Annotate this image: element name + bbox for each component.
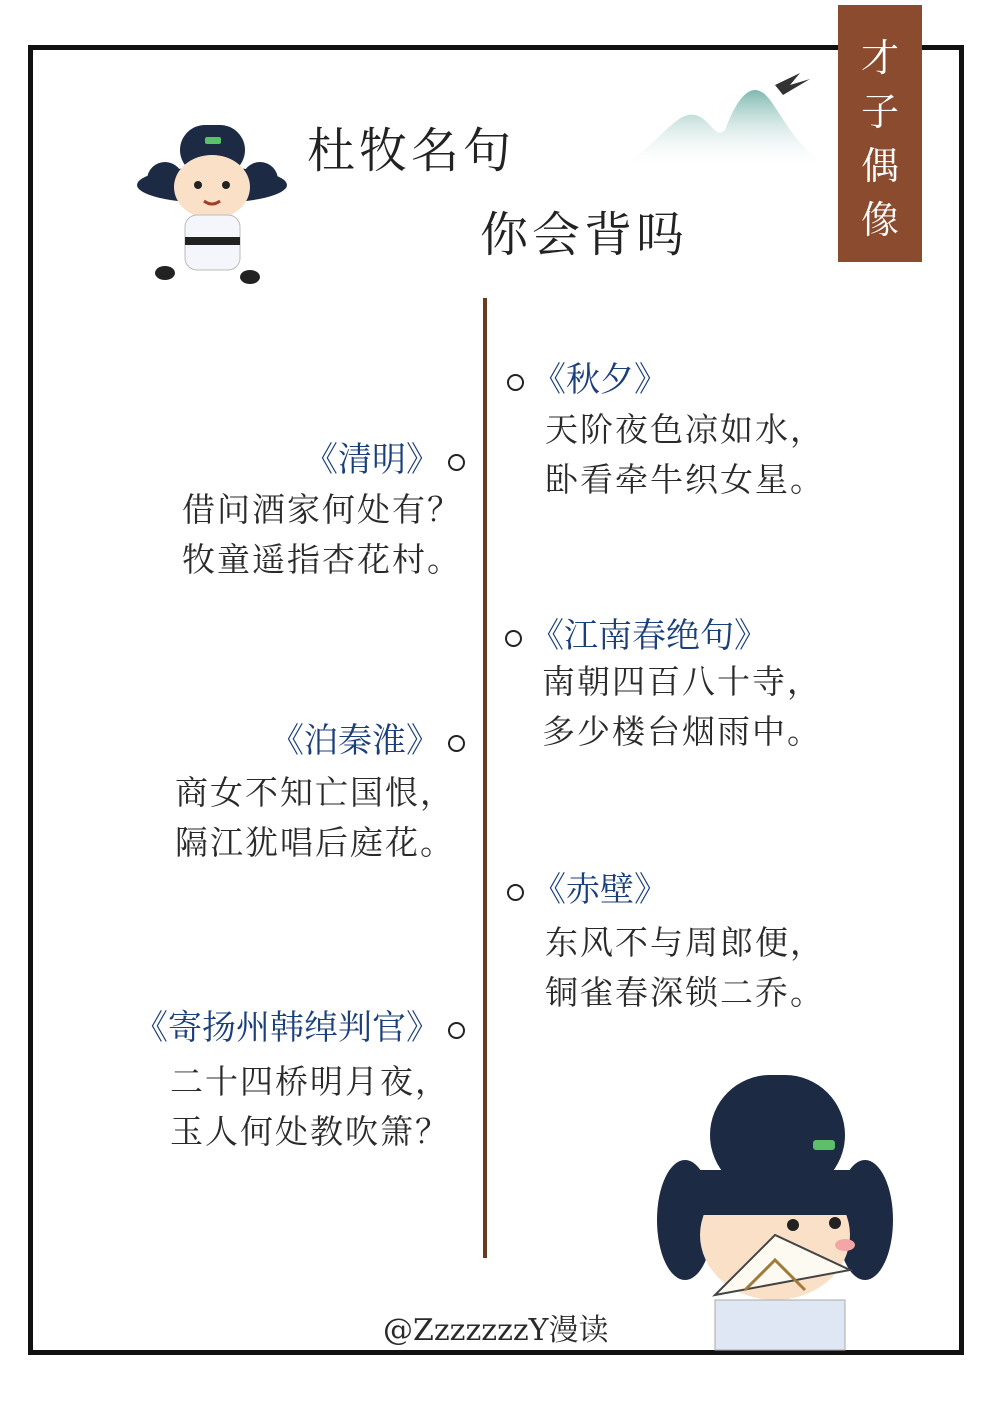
swallow-icon: [775, 73, 810, 95]
timeline-dot: [505, 630, 522, 647]
verse-chibi: [545, 918, 825, 1018]
timeline-dot: [448, 454, 465, 471]
verse-jiyangzhou: [170, 1057, 450, 1157]
scholar-cartoon-bottom: [655, 1060, 895, 1350]
timeline-dot: [448, 735, 465, 752]
verse-line: 二十四桥明月夜，: [170, 1062, 450, 1101]
verse-line: 商女不知亡国恨，: [175, 773, 455, 812]
poem-title-qiuxi: 《秋夕》: [507, 352, 668, 401]
verse-line: 铜雀春深锁二乔。: [545, 973, 825, 1012]
verse-line: 南朝四百八十寺，: [542, 662, 822, 701]
timeline-dot: [507, 374, 524, 391]
scholar-cartoon-top: [130, 115, 295, 290]
verse-boqinhuai: [175, 768, 455, 868]
timeline-dot: [507, 884, 524, 901]
poem-title-chibi: 《赤壁》: [507, 862, 668, 911]
timeline-dot: [448, 1022, 465, 1039]
verse-line: 隔江犹唱后庭花。: [175, 823, 455, 862]
caizi-badge: [838, 5, 922, 262]
verse-qiuxi: [545, 405, 825, 505]
badge-char: 偶: [860, 144, 899, 188]
mountain-illustration: [615, 70, 845, 180]
poem-title-qingming: 《清明》: [304, 432, 465, 481]
timeline: [483, 298, 487, 1258]
poem-title-jiangnanchun: 《江南春绝句》: [505, 608, 768, 657]
verse-qingming: [182, 485, 462, 585]
badge-char: 子: [860, 90, 899, 134]
badge-char: 才: [860, 36, 899, 80]
title-line-1: 杜牧名句: [307, 123, 516, 179]
verse-line: 天阶夜色凉如水，: [545, 410, 825, 449]
verse-line: 玉人何处教吹箫？: [170, 1112, 450, 1151]
verse-line: 东风不与周郎便，: [545, 923, 825, 962]
verse-line: 借问酒家何处有？: [182, 490, 462, 529]
verse-line: 多少楼台烟雨中。: [542, 712, 822, 751]
title-line-2: 你会背吗: [480, 207, 689, 263]
verse-line: 卧看牵牛织女星。: [545, 460, 825, 499]
verse-jiangnanchun: [542, 657, 822, 757]
credit-watermark: @ZzzzzzzY漫读: [383, 1313, 609, 1348]
poem-title-jiyangzhou: 《寄扬州韩绰判官》: [134, 1000, 465, 1049]
poem-title-boqinhuai: 《泊秦淮》: [270, 713, 465, 762]
badge-char: 像: [860, 198, 899, 242]
verse-line: 牧童遥指杏花村。: [182, 540, 462, 579]
